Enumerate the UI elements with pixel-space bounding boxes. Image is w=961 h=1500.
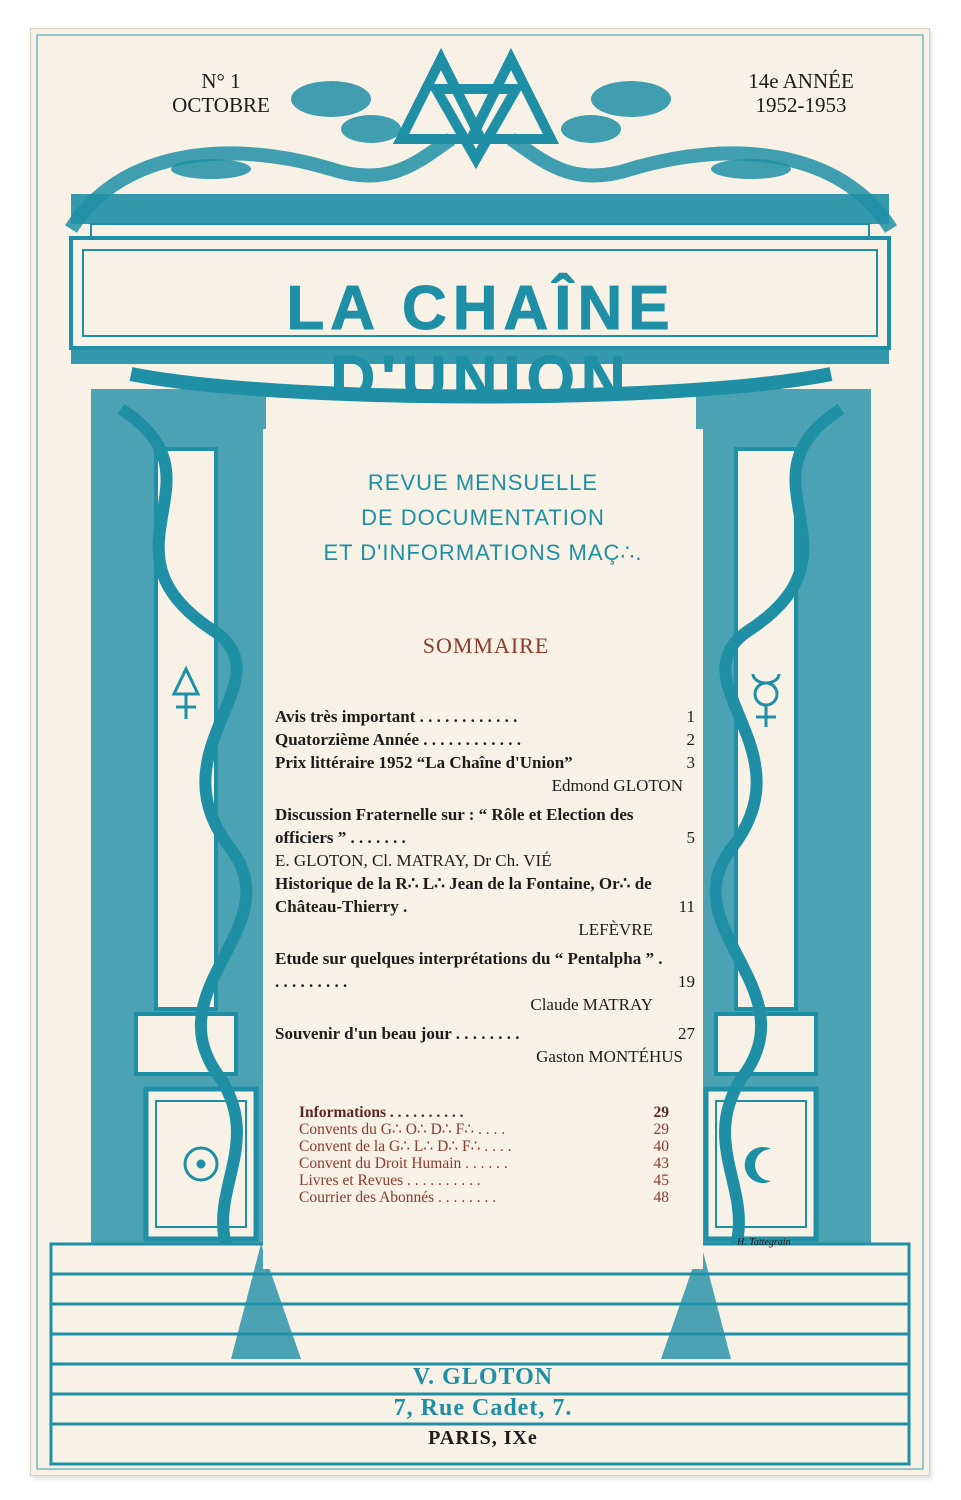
info-row — [299, 1121, 669, 1138]
toc-entry-author: Edmond GLOTON — [551, 776, 683, 795]
toc-entry-page: 27 — [678, 1024, 695, 1043]
issue-month: OCTOBRE — [172, 93, 270, 117]
masthead-title: LA CHAÎNE D'UNION — [286, 274, 676, 413]
info-row — [299, 1189, 669, 1206]
toc-entry — [275, 872, 695, 941]
info-page: 48 — [653, 1189, 669, 1206]
issue-info-right — [721, 69, 881, 117]
toc-entry-title: Prix littéraire 1952 “La Chaîne d'Union” — [275, 753, 573, 772]
years: 1952-1953 — [755, 93, 847, 117]
info-page: 45 — [653, 1172, 669, 1189]
info-label: Convents du G∴ O∴ D∴ F∴ . . . . — [299, 1121, 506, 1138]
toc-entry-author: Claude MATRAY — [530, 995, 653, 1014]
info-label: Livres et Revues . . . . . . . . . . — [299, 1172, 481, 1189]
toc-entry-title: Souvenir d'un beau jour . . . . . . . . — [275, 1024, 520, 1043]
subtitle-line-1: REVUE MENSUELLE — [367, 470, 599, 495]
info-row — [299, 1155, 669, 1172]
toc-entry-title: Avis très important . . . . . . . . . . . . — [275, 707, 518, 726]
sommaire-heading: SOMMAIRE — [422, 633, 550, 658]
subtitle-line-3: ET D'INFORMATIONS MAÇ∴. — [323, 540, 643, 565]
magazine-cover — [30, 28, 930, 1476]
artist-signature: H. Tattegrain — [737, 1237, 791, 1248]
interlaced-triangles-icon — [401, 59, 551, 159]
subtitle-line-2: DE DOCUMENTATION — [361, 505, 605, 530]
info-page: 43 — [653, 1155, 669, 1172]
info-label: Convent de la G∴ L∴ D∴ F∴ . . . . — [299, 1138, 512, 1155]
toc-entry-author: LEFÈVRE — [578, 920, 653, 939]
toc-entry-author: E. GLOTON, Cl. MATRAY, Dr Ch. VIÉ — [275, 851, 552, 870]
issue-number: N° 1 — [201, 69, 241, 93]
info-page: 29 — [653, 1104, 669, 1121]
info-row — [299, 1172, 669, 1189]
toc-entry-page: 1 — [686, 707, 695, 726]
info-label: Informations . . . . . . . . . . — [299, 1104, 464, 1121]
info-row — [299, 1138, 669, 1155]
toc-entry-page: 3 — [686, 753, 695, 772]
toc-entry-page: 19 — [678, 972, 695, 991]
toc-entry-title: Etude sur quelques interprétations du “ Pentalpha ” . . . . . . . . . . — [275, 949, 663, 991]
toc-entry-page: 2 — [686, 730, 695, 749]
subtitle — [263, 465, 703, 570]
info-page: 29 — [653, 1121, 669, 1138]
informations-list — [299, 1104, 669, 1206]
table-of-contents — [275, 705, 695, 1068]
publisher-street: 7, Rue Cadet, 7. — [393, 1395, 573, 1421]
issue-info-left — [161, 69, 281, 117]
publisher-name: V. GLOTON — [412, 1364, 554, 1390]
toc-entry-page: 5 — [686, 828, 695, 847]
toc-entry — [275, 728, 695, 751]
toc-entry — [275, 705, 695, 728]
toc-entry-page: 11 — [678, 897, 695, 916]
toc-entry-author: Gaston MONTÉHUS — [536, 1047, 683, 1066]
year-label: 14e ANNÉE — [748, 69, 854, 93]
info-row — [299, 1104, 669, 1121]
toc-entry — [275, 947, 695, 1016]
toc-entry-title: Historique de la R∴ L∴ Jean de la Fontaine, Or∴ de Château-Thierry . — [275, 874, 652, 916]
toc-entry — [275, 751, 695, 797]
publisher-city: PARIS, IXe — [428, 1427, 538, 1449]
toc-entry-title: Discussion Fraternelle sur : “ Rôle et Election des officiers ” . . . . . . . — [275, 805, 634, 847]
info-label: Courrier des Abonnés . . . . . . . . — [299, 1189, 497, 1206]
toc-entry — [275, 803, 695, 872]
toc-entry — [275, 1022, 695, 1068]
toc-entry-title: Quatorzième Année . . . . . . . . . . . . — [275, 730, 521, 749]
info-page: 40 — [653, 1138, 669, 1155]
info-label: Convent du Droit Humain . . . . . . — [299, 1155, 508, 1172]
